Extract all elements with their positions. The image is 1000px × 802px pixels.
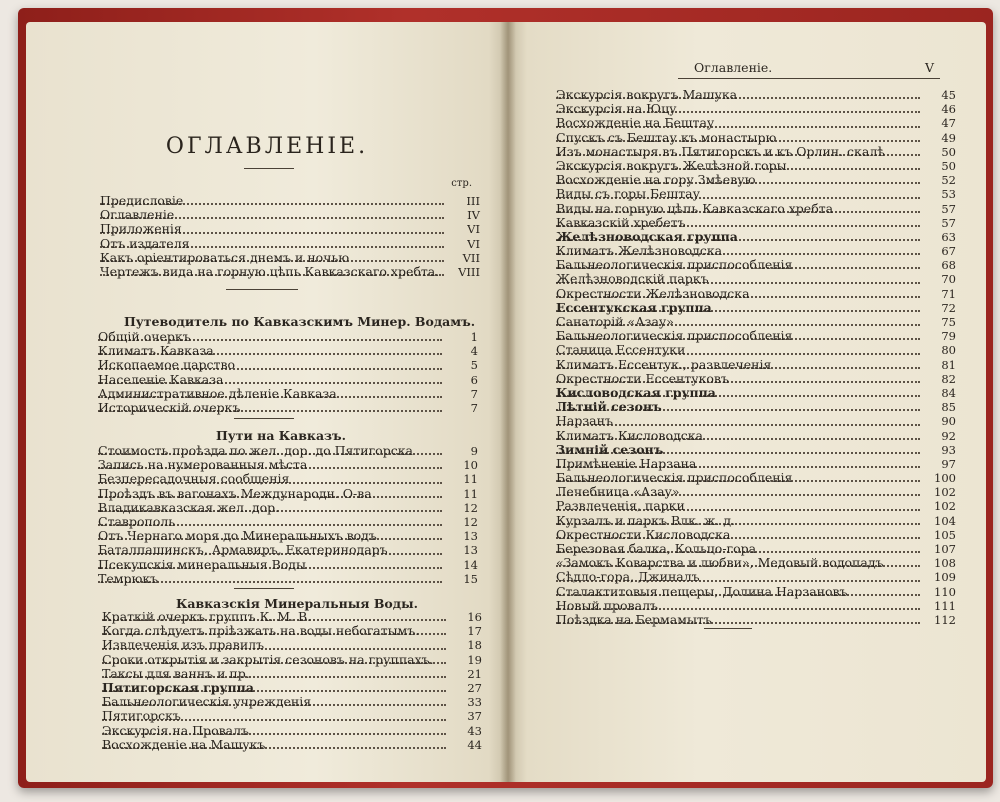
toc-entry	[98, 373, 478, 387]
toc-entry	[556, 287, 956, 301]
book-gutter	[500, 22, 516, 782]
left-page	[26, 22, 508, 782]
toc-entry-title: Предисловіе	[100, 193, 184, 208]
toc-entry-title: Поѣздка на Бермамытъ	[556, 611, 712, 627]
toc-entry-title: Владикавказская жел. дор.	[98, 499, 280, 515]
toc-entry-title: Запись на нумерованныя мѣста	[98, 457, 308, 473]
toc-entry	[556, 145, 956, 159]
toc-entry-title: Развлеченія, парки	[556, 498, 685, 514]
toc-entry	[556, 599, 956, 613]
page-title: ОГЛАВЛЕНIE.	[165, 134, 369, 159]
toc-entry-page: 5	[470, 358, 478, 373]
toc-entry	[102, 667, 482, 681]
toc-entry-page: 112	[934, 612, 956, 627]
toc-entry-title: Восхожденіе на гору Змѣевую	[556, 172, 756, 188]
toc-entry-title: Краткій очеркъ группъ К. М. В.	[102, 609, 312, 624]
toc-entry-page: 105	[934, 527, 956, 542]
toc-entry-title: Пятигорская группа	[102, 679, 254, 695]
toc-entry	[98, 387, 478, 401]
toc-entry	[556, 613, 956, 627]
toc-entry-title: Отъ издателя	[100, 235, 190, 251]
toc-entry-page: 1	[470, 330, 478, 344]
section-list	[98, 444, 478, 586]
section-heading: Кавказскія Минеральныя Воды.	[176, 596, 418, 611]
toc-entry-title: Экскурсія на Юцу	[556, 101, 677, 117]
toc-entry-page: 16	[467, 610, 482, 624]
toc-entry-page: 12	[463, 500, 478, 515]
toc-entry-page: 52	[941, 173, 956, 188]
toc-entry-title: Историческій очеркъ	[98, 399, 241, 415]
toc-entry-page: 70	[941, 272, 956, 287]
toc-entry-page: 53	[941, 187, 956, 202]
toc-entry-title: Климатъ Кавказа	[98, 343, 214, 359]
toc-entry-title: Какъ оріентироваться днемъ и ночью	[100, 249, 350, 265]
running-header-title: Оглавленіе.	[694, 60, 773, 75]
toc-entry-title: Оглавленіе	[100, 207, 175, 223]
toc-entry	[100, 265, 480, 279]
toc-entry	[102, 724, 482, 738]
toc-entry-title: Экскурсія вокругъ Машука	[556, 87, 738, 102]
toc-entry	[102, 638, 482, 652]
toc-entry-page: 12	[463, 514, 478, 529]
toc-entry-page: 67	[941, 244, 956, 259]
toc-entry-page: 43	[467, 723, 482, 738]
toc-entry-page: 104	[934, 513, 956, 528]
toc-entry-page: 14	[463, 557, 478, 572]
toc-entry-page: 6	[470, 372, 478, 387]
toc-entry-title: Сталактитовыя пещеры, Долина Нарзановъ	[556, 583, 848, 599]
toc-entry	[556, 230, 956, 244]
toc-entry-page: 111	[934, 598, 956, 613]
toc-entry	[98, 558, 478, 572]
toc-entry-title: Лѣтній сезонъ	[556, 399, 662, 415]
toc-entry-page: 82	[941, 371, 956, 386]
toc-entry-page: 46	[941, 102, 956, 117]
page-column-label: стр.	[451, 178, 472, 189]
toc-entry	[556, 301, 956, 315]
toc-entry-title: Населеніе Кавказа	[98, 371, 224, 387]
toc-entry-page: 72	[941, 300, 956, 315]
toc-entry-page: 97	[941, 456, 956, 471]
toc-entry-title: Лечебница «Азау»	[556, 484, 680, 500]
toc-entry-title: Виды съ горы Бештау	[556, 186, 700, 202]
toc-entry	[556, 429, 956, 443]
toc-entry	[98, 487, 478, 501]
toc-entry-title: Когда слѣдуетъ пріѣзжать на воды небогатымъ.	[102, 623, 420, 639]
toc-entry-title: Желѣзноводскій паркъ	[556, 271, 709, 287]
toc-entry-page: 7	[470, 386, 478, 401]
toc-entry	[98, 515, 478, 529]
toc-entry-page: 37	[467, 709, 482, 724]
toc-entry-title: Бальнеологическія приспособленія	[556, 328, 793, 344]
toc-entry-title: Псекупскія минеральныя Воды	[98, 556, 306, 572]
section-heading: Путеводитель по Кавказскимъ Минер. Водамъ.	[124, 314, 476, 329]
toc-entry-title: Экскурсія вокругъ Желѣзной горы	[556, 157, 787, 173]
toc-entry-page: 93	[941, 442, 956, 457]
toc-entry-page: 11	[463, 486, 478, 501]
toc-entry-page: 50	[941, 158, 956, 173]
toc-entry	[556, 457, 956, 471]
section-divider	[234, 418, 294, 419]
section-heading: Пути на Кавказъ.	[216, 428, 346, 443]
toc-entry-title: Извлеченія изъ правилъ	[102, 637, 265, 653]
toc-entry-title: Климатъ Ессентук., развлеченія	[556, 356, 772, 372]
running-header	[508, 60, 986, 78]
toc-entry-title: Станица Ессентуки	[556, 342, 686, 358]
toc-entry	[556, 187, 956, 201]
toc-entry	[556, 272, 956, 286]
toc-entry	[98, 543, 478, 557]
toc-entry	[98, 401, 478, 415]
toc-entry-page: 108	[934, 556, 956, 571]
toc-entry-title: Виды на горную цѣпь Кавказскаго хребта	[556, 200, 834, 216]
toc-entry	[556, 386, 956, 400]
toc-entry-title: Отъ Чернаго моря до Минеральныхъ водъ	[98, 528, 377, 544]
toc-entry-title: Кисловодская группа	[556, 384, 716, 400]
running-header-page: V	[924, 60, 934, 75]
toc-entry	[100, 222, 480, 236]
toc-entry-page: 27	[467, 680, 482, 695]
toc-entry-page: 102	[934, 499, 956, 514]
toc-entry-title: Бальнеологическія учрежденія	[102, 694, 312, 710]
toc-entry-title: Бальнеологическія приспособленія	[556, 257, 793, 273]
toc-entry	[556, 159, 956, 173]
toc-entry	[100, 237, 480, 251]
toc-entry	[556, 372, 956, 386]
toc-entry-title: Желѣзноводская группа	[556, 228, 738, 244]
toc-entry-page: 45	[941, 88, 956, 102]
toc-entry-title: Нарзанъ	[556, 413, 613, 429]
toc-entry-page: VII	[462, 250, 480, 265]
toc-entry-page: VI	[467, 222, 480, 237]
toc-entry-title: Стоимость проѣзда по жел. дор. до Пятигорска	[98, 443, 413, 458]
title-rule	[244, 168, 294, 169]
toc-entry-title: Окрестности Кисловодска	[556, 526, 731, 542]
toc-entry-title: Березовая балка, Кольцо-гора	[556, 541, 757, 556]
toc-entry-title: Бальнеологическія приспособленія	[556, 470, 793, 486]
toc-entry-title: Восхожденіе на Машукъ	[102, 736, 266, 752]
toc-entry	[556, 514, 956, 528]
toc-entry-page: 57	[941, 201, 956, 216]
toc-entry-page: 9	[470, 444, 478, 458]
toc-entry-title: Климатъ Желѣзноводска	[556, 243, 723, 259]
toc-entry-page: 11	[463, 472, 478, 487]
section-list	[102, 610, 482, 752]
toc-entry-title: Зимній сезонъ	[556, 441, 664, 457]
toc-entry-page: III	[466, 194, 480, 208]
toc-entry-title: Восхожденіе на Бештау	[556, 115, 715, 131]
toc-entry-title: Экскурсія на Провалъ	[102, 722, 249, 738]
toc-entry-title: Санаторій «Азау»	[556, 314, 674, 329]
toc-entry-page: 49	[941, 130, 956, 145]
toc-entry-page: VIII	[458, 264, 480, 279]
toc-entry-title: Новый провалъ	[556, 597, 658, 613]
toc-entry-page: 13	[463, 529, 478, 544]
toc-entry-page: 21	[467, 666, 482, 681]
toc-entry-page: 71	[941, 286, 956, 301]
toc-entry-title: Спускъ съ Бештау къ монастырю	[556, 129, 777, 145]
toc-entry	[98, 572, 478, 586]
toc-entry-page: 19	[467, 652, 482, 667]
toc-entry	[102, 738, 482, 752]
toc-entry	[556, 202, 956, 216]
toc-entry	[102, 653, 482, 667]
toc-entry-title: «Замокъ Коварства и любви», Медовый водопадъ	[556, 555, 884, 571]
toc-entry-title: Темрюкъ	[98, 570, 159, 586]
toc-entry	[102, 709, 482, 723]
toc-entry	[556, 116, 956, 130]
toc-entry	[556, 216, 956, 230]
section-divider	[226, 289, 298, 290]
toc-list	[556, 88, 956, 627]
toc-entry-page: 75	[941, 315, 956, 329]
toc-entry-title: Общій очеркъ	[98, 329, 191, 344]
toc-entry-page: IV	[467, 208, 480, 223]
toc-entry-page: 81	[941, 357, 956, 372]
toc-entry-title: Окрестности Ессентуковъ	[556, 370, 729, 386]
toc-entry-title: Изъ монастыря въ Пятигорскъ и къ Орлин. скалѣ	[556, 143, 885, 159]
toc-entry-page: 18	[467, 638, 482, 653]
toc-entry-page: 47	[941, 116, 956, 131]
toc-entry	[556, 528, 956, 542]
toc-entry-title: Проѣздъ въ вагонахъ Международн. О-ва	[98, 485, 372, 501]
toc-entry-page: 4	[470, 344, 478, 359]
toc-entry-page: 85	[941, 400, 956, 415]
section-list	[98, 330, 478, 415]
toc-entry	[98, 501, 478, 515]
toc-entry-page: 80	[941, 343, 956, 358]
toc-entry-page: 84	[941, 385, 956, 400]
toc-entry-title: Ессентукская группа	[556, 299, 712, 315]
toc-entry-title: Кавказскій хребетъ	[556, 214, 686, 230]
right-page	[508, 22, 986, 782]
toc-entry-page: 44	[467, 737, 482, 752]
toc-entry-title: Пятигорскъ	[102, 708, 181, 724]
toc-entry	[98, 472, 478, 486]
toc-entry-title: Окрестности Желѣзноводска	[556, 285, 750, 301]
toc-entry-title: Климатъ Кисловодска	[556, 427, 703, 443]
toc-entry	[98, 358, 478, 372]
toc-entry-title: Ставрополь	[98, 513, 176, 529]
toc-entry-title: Административное дѣленіе Кавказа	[98, 385, 337, 401]
toc-entry-page: 50	[941, 144, 956, 159]
toc-entry-page: 15	[463, 571, 478, 586]
toc-entry	[100, 251, 480, 265]
toc-entry-page: 33	[467, 695, 482, 710]
toc-entry-page: 17	[467, 624, 482, 639]
toc-entry-page: 92	[941, 428, 956, 443]
toc-entry-page: 109	[934, 570, 956, 585]
toc-entry-title: Баталпашинскъ, Армавиръ, Екатеринодаръ	[98, 542, 388, 558]
toc-entry-title: Примѣненіе Нарзана	[556, 455, 697, 471]
toc-entry-title: Сѣдло-гора, Джиналъ	[556, 569, 700, 585]
toc-entry	[556, 570, 956, 584]
toc-entry-page: 100	[934, 471, 956, 486]
toc-entry-title: Ископаемое царство	[98, 357, 236, 373]
toc-entry-page: 79	[941, 329, 956, 344]
toc-entry	[556, 343, 956, 357]
toc-entry-page: 107	[934, 542, 956, 556]
toc-entry-page: 68	[941, 258, 956, 273]
toc-entry	[556, 414, 956, 428]
toc-entry-title: Безпересадочныя сообщенія	[98, 471, 290, 487]
toc-entry	[102, 681, 482, 695]
toc-entry-page: 7	[470, 400, 478, 415]
toc-entry-title: Курзалъ и паркъ Влк. ж. д.	[556, 512, 735, 528]
toc-entry-title: Чертежъ вида на горную цѣпь Кавказскаго хребта.	[100, 263, 440, 279]
header-rule	[678, 78, 940, 79]
toc-entry-title: Таксы для ваннъ и пр.	[102, 665, 250, 681]
toc-entry-title: Приложенія	[100, 221, 182, 237]
toc-entry-page: 13	[463, 543, 478, 558]
toc-entry	[556, 358, 956, 372]
end-rule	[704, 628, 752, 629]
front-matter-list	[100, 194, 480, 279]
section-divider	[234, 588, 294, 589]
toc-entry-page: VI	[467, 236, 480, 251]
toc-entry-title: Сроки открытія и закрытія сезоновъ на группахъ.	[102, 651, 434, 667]
toc-entry-page: 63	[941, 229, 956, 244]
toc-entry	[556, 131, 956, 145]
toc-entry-page: 102	[934, 485, 956, 500]
toc-entry-page: 90	[941, 414, 956, 429]
toc-entry-page: 10	[463, 458, 478, 473]
toc-entry	[556, 499, 956, 513]
toc-entry	[556, 443, 956, 457]
toc-entry	[556, 585, 956, 599]
toc-entry-page: 57	[941, 215, 956, 230]
toc-entry-page: 110	[934, 584, 956, 599]
